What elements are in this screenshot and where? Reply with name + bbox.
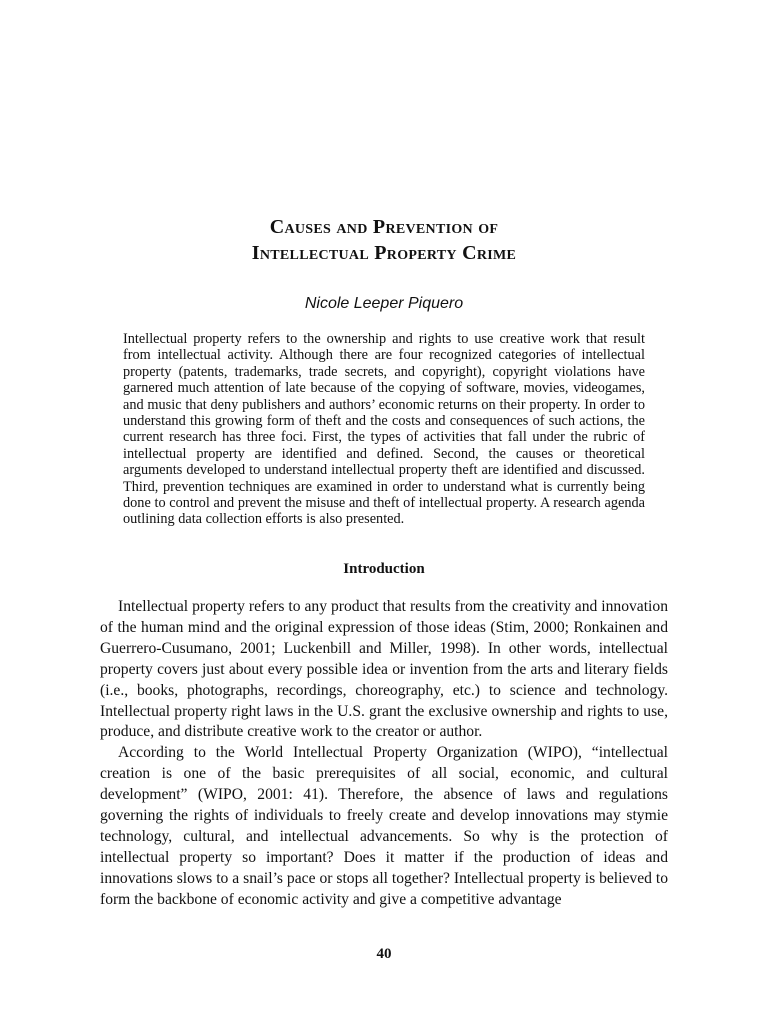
author-name: Nicole Leeper Piquero — [304, 295, 464, 312]
section-heading-introduction: Introduction — [343, 561, 425, 577]
article-title-line-2: Intellectual Property Crime — [251, 242, 517, 264]
article-title-line-1: Causes and Prevention of — [269, 216, 499, 238]
paragraph-1: Intellectual property refers to any product that results from the creativity and innovation of the human mind and the original expression of those ideas (Stim, 2000; Ronkainen and Guerrero-Cusumano, 2001; Luckenbill and Miller, 1998). In other words, intellectual property covers just about every possible idea or invention from the arts and literary fields (i.e., books, photographs, recordings, choreography, etc.) to science and technology. Intellectual property right laws in the U.S. grant the exclusive ownership and rights to use, produce, and distribute creative work to the creator or author. — [100, 598, 668, 741]
body-text — [100, 597, 668, 911]
paragraph-2: According to the World Intellectual Property Organization (WIPO), “intellectual creation is one of the basic prerequisites of all social, economic, and cultural development” (WIPO, 2001: 41). Therefore, the absence of laws and regulations governing the rights of individuals to freely create and develop innovations may stymie technology, cultural, and intellectual advancements. So why is the protection of intellectual property so important? Does it matter if the production of ideas and innovations slows to a snail’s pace or stops all together? Intellectual property is believed to form the backbone of economic activity and give a competitive advantage — [100, 744, 668, 908]
page-number: 40 — [376, 946, 392, 962]
abstract: Intellectual property refers to the ownership and rights to use creative work that result from intellectual activity. Although there are four recognized categories of intellectual property (patents, trademarks, trade secrets, and copyright), copyright violations have garnered much attention of late because of the copying of software, movies, videogames, and music that deny publishers and authors’ economic returns on their property. In order to understand this growing form of theft and the costs and consequences of such actions, the current research has three foci. First, the types of activities that fall under the rubric of intellectual property are identified and defined. Second, the causes or theoretical arguments developed to understand intellectual property theft are identified and discussed. Third, prevention techniques are examined in order to understand what is currently being done to control and prevent the misuse and theft of intellectual property. A research agenda outlining data collection efforts is also presented. — [123, 331, 645, 528]
article-title — [0, 214, 768, 266]
